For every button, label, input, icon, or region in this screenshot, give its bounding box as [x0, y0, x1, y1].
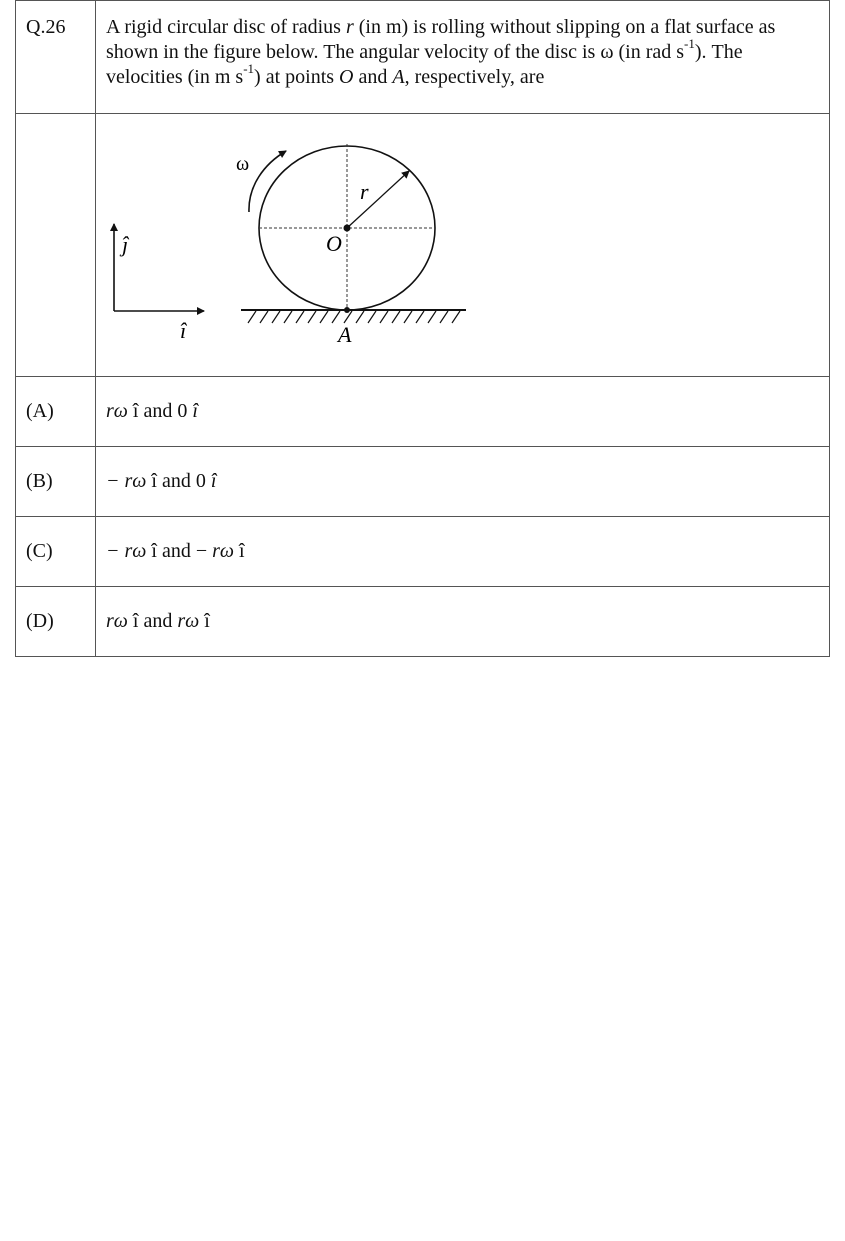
exponent: -1: [243, 61, 255, 77]
figure-row: [16, 114, 830, 377]
var-O: O: [339, 66, 354, 88]
option-term: rω: [177, 610, 200, 632]
disc-figure: [96, 114, 829, 376]
radius-arrow: [347, 171, 409, 228]
question-text-part: ) at points: [254, 66, 340, 88]
option-term: − rω: [106, 470, 147, 492]
unit-vector: î: [146, 470, 157, 492]
var-A: A: [392, 66, 405, 88]
option-conjunction: and: [138, 610, 178, 632]
center-point-O: [344, 225, 351, 232]
option-term: rω: [106, 610, 128, 632]
option-conjunction: and 0: [138, 400, 193, 422]
unit-vector: î: [146, 540, 157, 562]
figure-cell: [96, 114, 830, 377]
center-label: O: [326, 231, 342, 256]
unit-vector: î: [127, 610, 139, 632]
option-text: [96, 377, 830, 447]
option-label: (C): [16, 517, 96, 587]
question-text-part: ). The velocities (in m s: [106, 41, 743, 88]
unit-i-label: î: [180, 318, 187, 343]
option-row-b: [16, 447, 830, 517]
unit-vector: î: [127, 400, 139, 422]
omega-arrow: [249, 151, 286, 212]
unit-vector: î: [210, 470, 217, 492]
option-conjunction: and 0: [156, 470, 211, 492]
question-row: [16, 1, 830, 114]
option-text: [96, 587, 830, 657]
figure: [96, 114, 829, 376]
option-label: (A): [16, 377, 96, 447]
figure-left-cell: [16, 114, 96, 377]
option-term: − rω: [106, 540, 147, 562]
var-r: r: [345, 16, 354, 38]
option-label: (B): [16, 447, 96, 517]
option-label: (D): [16, 587, 96, 657]
question-text: [96, 1, 830, 114]
question-text-part: , respectively, are: [404, 66, 545, 88]
option-term: rω: [212, 540, 235, 562]
contact-label: A: [338, 322, 352, 347]
radius-label: r: [360, 179, 369, 204]
option-text: [96, 447, 830, 517]
unit-vector: î: [199, 610, 210, 632]
ground-hatching: [248, 311, 460, 323]
question-text-part: and: [353, 66, 393, 88]
question-table: [15, 0, 830, 657]
omega-label: ω: [236, 153, 250, 175]
option-conjunction: and −: [156, 540, 213, 562]
unit-vector: î: [192, 400, 198, 422]
option-row-d: [16, 587, 830, 657]
option-row-c: [16, 517, 830, 587]
option-row-a: [16, 377, 830, 447]
question-text-part: (in m) is rolling without slipping on a flat surface as shown in the figure below. The angular velocity of the disc is ω (in rad s: [106, 16, 776, 63]
unit-vector: î: [234, 540, 245, 562]
question-number: Q.26: [16, 1, 96, 114]
option-term: rω: [106, 400, 128, 422]
question-text-part: A rigid circular disc of radius: [106, 16, 346, 38]
unit-j-label: ĵ: [122, 232, 129, 257]
option-text: [96, 517, 830, 587]
exponent: -1: [684, 36, 695, 52]
